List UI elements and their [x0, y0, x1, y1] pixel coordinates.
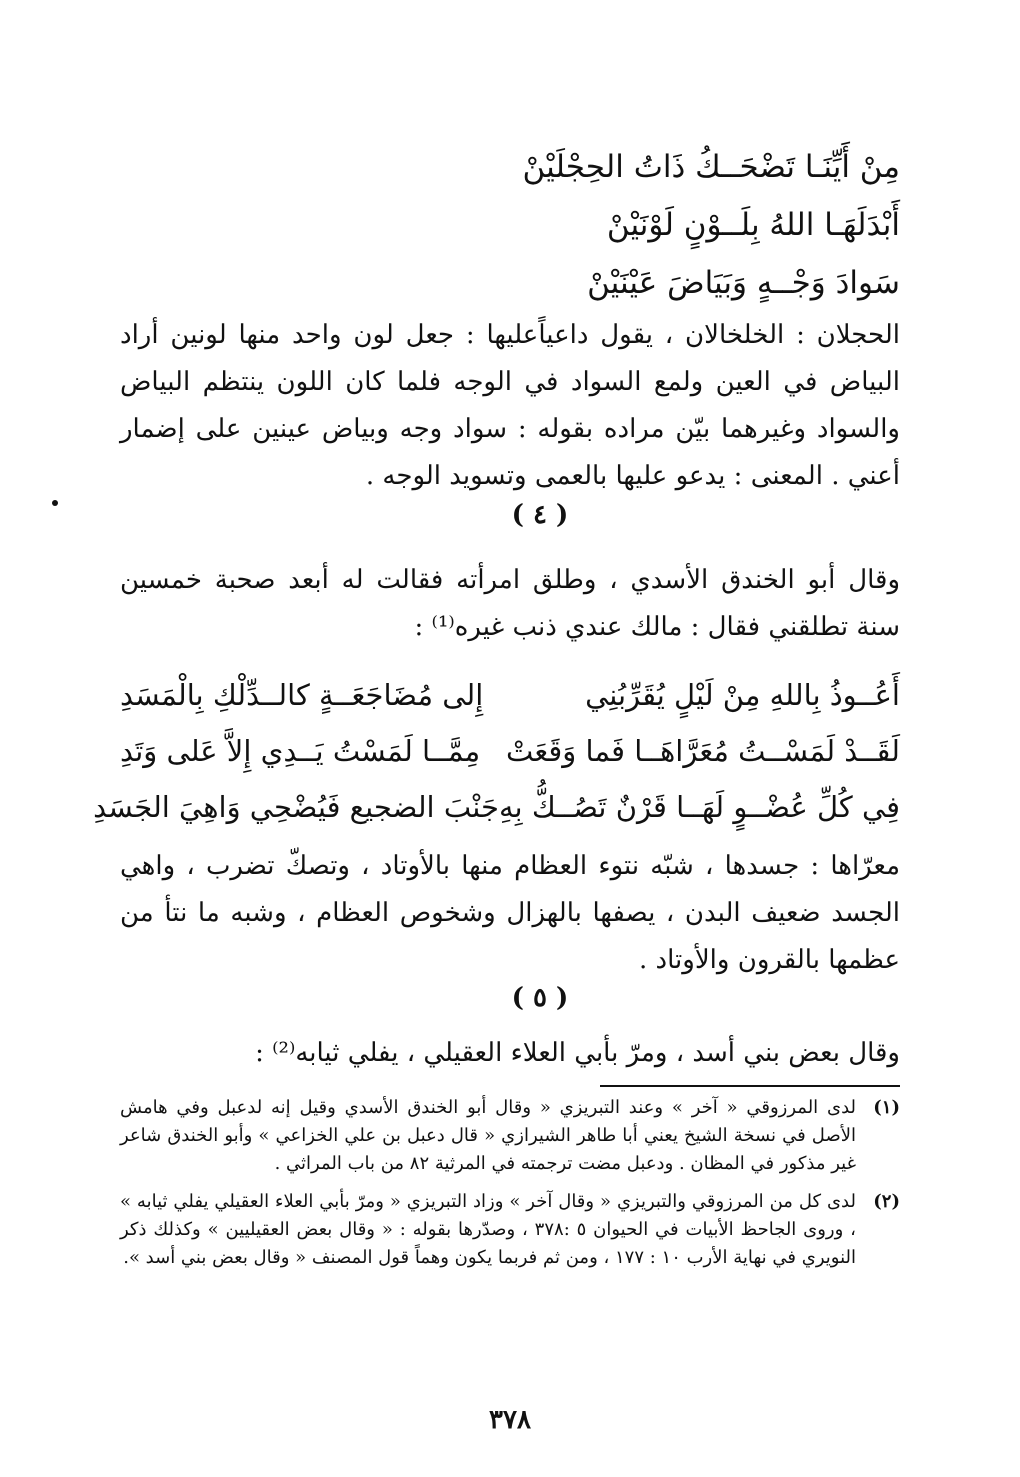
footnote-mark: (٢) [873, 1191, 900, 1212]
intro-paragraph: وقال أبو الخندق الأسدي ، وطلق امرأته فقالت له أبعد صحبة خمسين سنة تطلقني فقال : مالك عندي ذنب غيره⁽¹⁾ : [120, 565, 900, 642]
page-number: ٣٧٨ [489, 1405, 531, 1435]
footnote [120, 1094, 900, 1178]
commentary-paragraph: الحجلان : الخلخالان ، يقول داعياًعليها : جعل لون واحد منها لونين أراد البياض في العين ولمع السواد في الوجه فلما كان اللون ينتظم البياض والسواد وغيرهما بيّن مراده بقوله : سواد وجه وبياض عينين على إضمار أعني . المعنى : يدعو عليها بالعمى وتسويد الوجه . [120, 320, 900, 491]
second-hemistich: إِلى مُضَاجَعَــةٍ كالــدِّلْكِ بِالْمَسَدِ [120, 678, 484, 712]
first-hemistich: أَعُــوذُ بِاللهِ مِنْ لَيْلٍ يُقَرِّبُنِي [585, 678, 900, 712]
footnote-divider [600, 1085, 900, 1087]
poem-line [120, 667, 900, 723]
poem-line [120, 723, 900, 779]
footnote-text: لدى كل من المرزوقي والتبريزي « وقال آخر » وزاد التبريزي « ومرّ بأبي العلاء العقيلي يفلي ثيابه » ، وروى الجاحظ الأبيات في الحيوان ٥ :٣٧٨ ، وصدّرها بقوله : « وقال بعض العقيليين » وكذلك ذكر النويري في نهاية الأرب ١٠ : ١٧٧ ، ومن ثم فربما يكون وهماً قول المصنف « وقال بعض بني أسد ». [120, 1191, 856, 1268]
opening-verses [380, 138, 900, 312]
section-number: ( ٤ ) [511, 500, 569, 530]
poem [93, 667, 900, 835]
margin-dot [52, 500, 58, 506]
verse-line: مِنْ أَيِّنَـا تَضْحَــكُ ذَاتُ الحِجْلَيْنْ [522, 149, 900, 185]
second-hemistich: جَنْبَ الضجيع فَيُضْحِي وَاهِيَ الجَسَدِ [93, 790, 499, 824]
verse-line: سَوادَ وَجْــهٍ وَبَيَاضَ عَيْنَيْنْ [587, 265, 900, 301]
second-hemistich: مِمَّــا لَمَسْتُ يَــدِي إِلاَّ عَلى وَتَدِ [120, 734, 481, 768]
poem-line [93, 779, 900, 835]
commentary-paragraph: معرّاها : جسدها ، شبّه نتوء العظام منها بالأوتاد ، وتصكّ تضرب ، واهي الجسد ضعيف البدن ، يصفها بالهزال وشخوص العظام ، وشبه ما نتأ من عظمها بالقرون والأوتاد . [120, 851, 900, 975]
intro-paragraph: وقال بعض بني أسد ، ومرّ بأبي العلاء العقيلي ، يفلي ثيابه⁽²⁾ : [255, 1038, 900, 1068]
footnote-text: لدى المرزوقي « آخر » وعند التبريزي « وقال أبو الخندق الأسدي وقيل إنه لدعبل وفي هامش الأصل في نسخة الشيخ يعني أبا طاهر الشيرازي « قال دعبل بن علي الخزاعي » وأبو الخندق شاعر غير مذكور في المظان . ودعبل مضت ترجمته في المرثية ٨٢ من باب المراثي . [120, 1097, 856, 1174]
footnotes [120, 1094, 900, 1282]
first-hemistich: فِي كُلِّ عُضْــوٍ لَهَــا قَرْنٌ تَصُــكُّ بِهِ [498, 790, 900, 824]
verse-line: أَبْدَلَهَـا اللهُ بِلَــوْنٍ لَوْنَيْنْ [606, 207, 900, 243]
first-hemistich: لَقَــدْ لَمَسْــتُ مُعَرَّاهَــا فَما وَقَعَتْ [505, 734, 900, 768]
footnote [120, 1188, 900, 1272]
footnote-mark: (١) [873, 1097, 900, 1118]
section-number: ( ٥ ) [511, 983, 569, 1013]
